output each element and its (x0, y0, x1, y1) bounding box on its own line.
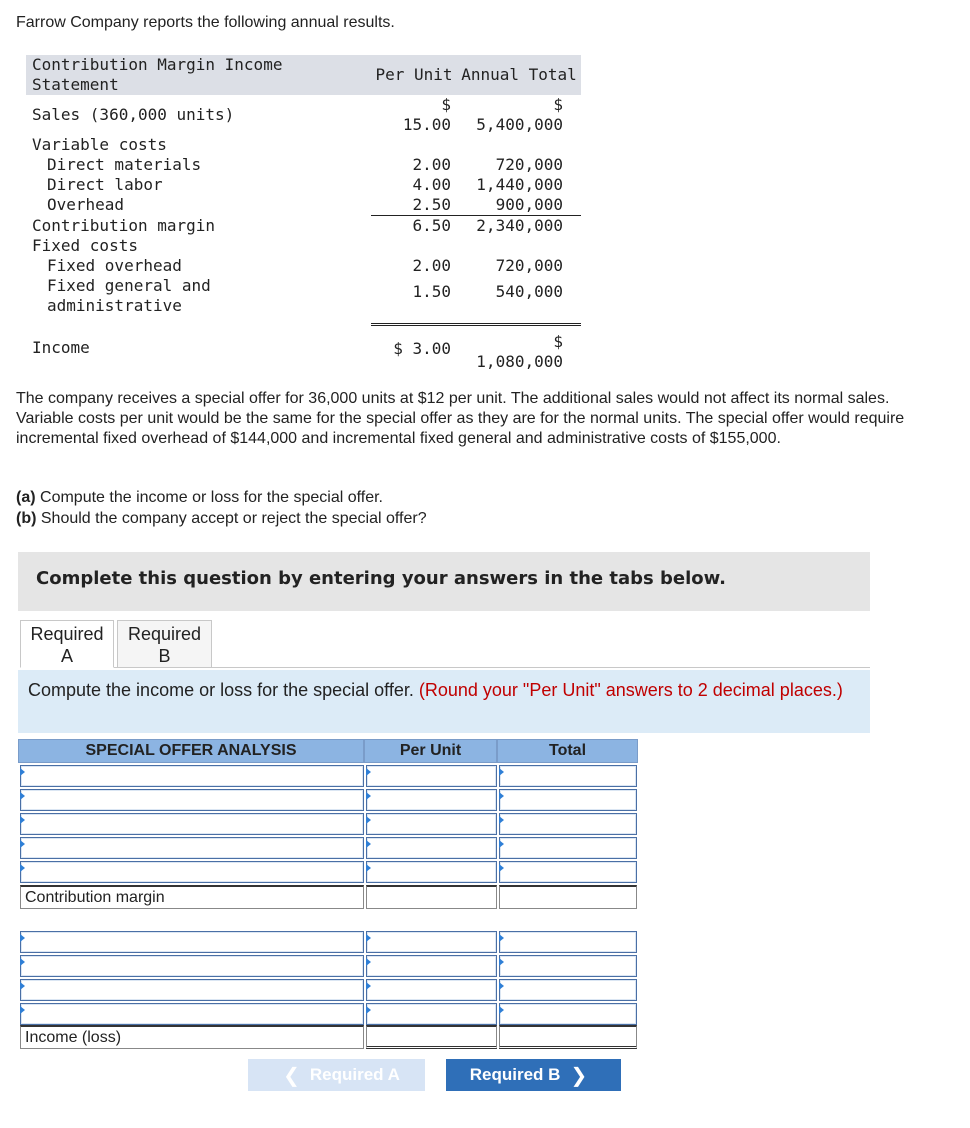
overhead-pu: 2.50 (371, 195, 457, 216)
tab-divider (114, 667, 870, 668)
tab-required-a-line2: A (60, 646, 73, 666)
grid-income-cell (20, 1025, 364, 1049)
grid-row9-total-input[interactable] (499, 979, 637, 1001)
fixed-overhead-tot: 720,000 (495, 256, 563, 275)
questions (16, 487, 427, 529)
grid-contribution-margin-cell (20, 885, 364, 909)
income-statement-table (26, 55, 581, 372)
grid-row9-per-unit-input[interactable] (366, 979, 497, 1001)
grid-row9-label-input[interactable] (20, 979, 364, 1001)
direct-labor-tot: 1,440,000 (476, 175, 563, 194)
instruction-main: Compute the income or loss for the special offer. (28, 680, 419, 700)
question-a-text: Compute the income or loss for the special offer. (35, 489, 383, 506)
tab-required-b-line2: B (158, 646, 171, 666)
direct-labor-pu: 4.00 (412, 175, 451, 194)
question-b-text: Should the company accept or reject the special offer? (36, 510, 427, 527)
fixed-ga-label: Fixed general and administrative (47, 276, 211, 315)
grid-row1-total-input[interactable] (499, 765, 637, 787)
grid-row3-per-unit-input[interactable] (366, 813, 497, 835)
statement-header-row (26, 55, 581, 95)
instructions-banner: Complete this question by entering your answers in the tabs below. (18, 552, 870, 611)
grid-header-total: Total (497, 739, 638, 763)
overhead-row (26, 195, 581, 216)
sales-label: Sales (360,000 units) (32, 105, 235, 124)
grid-row4-total-input[interactable] (499, 837, 637, 859)
instruction-note: (Round your "Per Unit" answers to 2 decimal places.) (418, 680, 843, 700)
fixed-costs-label: Fixed costs (32, 236, 138, 255)
chevron-right-icon: ❯ (570, 1064, 588, 1087)
fixed-ga-tot: 540,000 (457, 276, 581, 324)
fixed-overhead-row (26, 256, 581, 276)
intro-text: Farrow Company reports the following annual results. (16, 14, 395, 31)
grid-row5-per-unit-input[interactable] (366, 861, 497, 883)
grid-row8-per-unit-input[interactable] (366, 955, 497, 977)
grid-row3-total-input[interactable] (499, 813, 637, 835)
grid-row2-label-input[interactable] (20, 789, 364, 811)
direct-labor-row (26, 175, 581, 195)
grid-row10-total-input[interactable] (499, 1003, 637, 1025)
question-a-tag: (a) (16, 489, 36, 506)
sales-pu: 15.00 (402, 115, 451, 134)
tab-required-a-line1: Required (30, 624, 104, 644)
grid-row4-label-input[interactable] (20, 837, 364, 859)
grid-row2-per-unit-input[interactable] (366, 789, 497, 811)
fixed-overhead-label: Fixed overhead (47, 256, 182, 275)
chevron-left-icon: ❮ (283, 1064, 300, 1087)
next-required-b-button[interactable] (446, 1059, 621, 1091)
direct-materials-pu: 2.00 (412, 155, 451, 174)
income-pu: $ 3.00 (393, 338, 451, 358)
income-label: Income (32, 337, 90, 357)
income-tot: 1,080,000 (476, 351, 563, 371)
grid-row8-label-input[interactable] (20, 955, 364, 977)
direct-materials-label: Direct materials (47, 155, 202, 174)
contribution-margin-row (26, 216, 581, 237)
overhead-label: Overhead (47, 195, 125, 215)
sales-row (26, 95, 581, 135)
grid-income-label: Income (loss) (25, 1029, 122, 1046)
grid-header-label: SPECIAL OFFER ANALYSIS (18, 739, 364, 763)
direct-materials-row (26, 155, 581, 175)
special-offer-paragraph: The company receives a special offer for 36,000 units at $12 per unit. The additional sales would not affect its normal sales. Variable costs per unit would be the same for the special offer as they are for the normal units. The special offer would require incremental fixed overhead of $144,000 and incremental fixed general and administrative costs of $155,000. (16, 390, 905, 447)
sales-pu-sign: $ (441, 95, 451, 114)
tab-required-b[interactable] (117, 620, 212, 668)
sales-tot: 5,400,000 (476, 115, 563, 134)
variable-costs-label: Variable costs (32, 135, 167, 154)
grid-row2-total-input[interactable] (499, 789, 637, 811)
per-unit-header: Per Unit (371, 55, 457, 95)
overhead-tot: 900,000 (457, 195, 581, 216)
direct-labor-label: Direct labor (47, 175, 163, 194)
question-b-tag: (b) (16, 510, 37, 527)
grid-contribution-margin-total (499, 885, 637, 909)
fixed-ga-pu: 1.50 (371, 276, 457, 324)
grid-row5-label-input[interactable] (20, 861, 364, 883)
grid-row7-label-input[interactable] (20, 931, 364, 953)
instruction-box (18, 670, 870, 733)
tab-required-b-line1: Required (127, 624, 202, 644)
contribution-margin-tot: 2,340,000 (476, 216, 563, 235)
tab-required-a[interactable] (20, 620, 114, 668)
contribution-margin-pu: 6.50 (412, 216, 451, 235)
fixed-ga-row (26, 276, 581, 324)
grid-row5-total-input[interactable] (499, 861, 637, 883)
fixed-overhead-pu: 2.00 (412, 256, 451, 275)
grid-income-per-unit (366, 1025, 497, 1049)
grid-row4-per-unit-input[interactable] (366, 837, 497, 859)
statement-title: Contribution Margin Income Statement (26, 55, 371, 95)
grid-contribution-margin-per-unit (366, 885, 497, 909)
annual-total-header: Annual Total (457, 55, 581, 95)
grid-row1-label-input[interactable] (20, 765, 364, 787)
grid-row3-label-input[interactable] (20, 813, 364, 835)
income-tot-sign: $ (553, 331, 563, 351)
grid-row1-per-unit-input[interactable] (366, 765, 497, 787)
direct-materials-tot: 720,000 (495, 155, 563, 174)
grid-header-per-unit: Per Unit (364, 739, 497, 763)
prev-button-label: Required A (309, 1065, 400, 1084)
fixed-costs-row (26, 236, 581, 256)
grid-row8-total-input[interactable] (499, 955, 637, 977)
grid-row10-label-input[interactable] (20, 1003, 364, 1025)
grid-row7-total-input[interactable] (499, 931, 637, 953)
income-row (26, 324, 581, 372)
grid-income-total (499, 1025, 637, 1049)
grid-row10-per-unit-input[interactable] (366, 1003, 497, 1025)
contribution-margin-label: Contribution margin (32, 215, 216, 235)
grid-contribution-margin-label: Contribution margin (25, 889, 165, 906)
grid-row7-per-unit-input[interactable] (366, 931, 497, 953)
sales-tot-sign: $ (553, 95, 563, 114)
variable-costs-row (26, 135, 581, 155)
next-button-label: Required B (469, 1065, 561, 1084)
prev-required-a-button[interactable] (248, 1059, 425, 1091)
